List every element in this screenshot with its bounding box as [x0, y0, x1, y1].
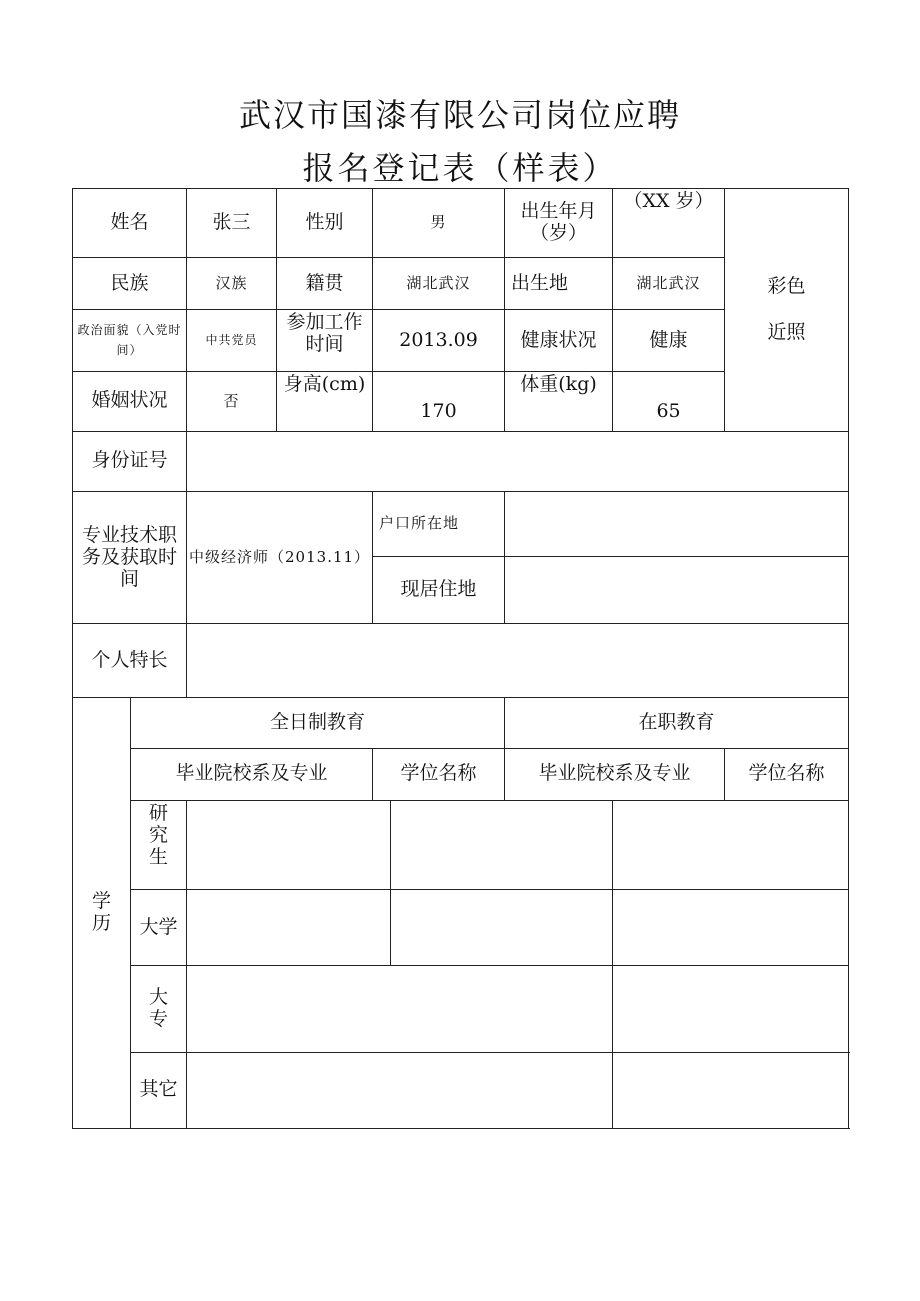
level-other: 其它: [131, 1052, 187, 1128]
form-title-line-1: 武汉市国漆有限公司岗位应聘: [238, 96, 681, 134]
inservice-education-header: 在职教育: [505, 697, 849, 748]
hukou-value[interactable]: [505, 491, 849, 556]
other-inservice[interactable]: [613, 1052, 849, 1128]
specialty-value[interactable]: [187, 624, 849, 697]
weight-label: 体重(kg): [505, 371, 613, 431]
university-fulltime-degree[interactable]: [391, 890, 613, 966]
registration-form-table: [72, 188, 849, 1129]
college-inservice[interactable]: [613, 966, 849, 1052]
origin-value[interactable]: 湖北武汉: [373, 258, 505, 310]
height-value[interactable]: 170: [373, 371, 505, 431]
inservice-degree-header: 学位名称: [725, 748, 849, 800]
political-label: 政治面貌（入党时间）: [73, 310, 187, 371]
photo-label-recent: 近照: [767, 320, 806, 343]
birth-label: 出生年月（岁）: [505, 189, 613, 258]
name-value[interactable]: 张三: [187, 189, 277, 258]
work-start-value[interactable]: 2013.09: [373, 310, 505, 371]
education-label-text: 学历: [91, 889, 111, 934]
graduate-fulltime-school[interactable]: [187, 800, 391, 889]
level-graduate-text: 研究生: [149, 801, 169, 868]
fulltime-education-header: 全日制教育: [131, 697, 505, 748]
fulltime-degree-header: 学位名称: [373, 748, 505, 800]
marital-value[interactable]: 否: [187, 371, 277, 431]
level-graduate: [131, 800, 187, 889]
political-value[interactable]: 中共党员: [187, 310, 277, 371]
ethnic-value[interactable]: 汉族: [187, 258, 277, 310]
residence-label: 现居住地: [373, 557, 505, 624]
university-inservice-school[interactable]: [613, 890, 849, 966]
origin-label: 籍贯: [277, 258, 373, 310]
birth-value[interactable]: （XX 岁）: [613, 189, 725, 258]
hukou-label: 户口所在地: [373, 491, 505, 556]
level-university: 大学: [131, 890, 187, 966]
graduate-fulltime-degree[interactable]: [391, 800, 613, 889]
inservice-school-header: 毕业院校系及专业: [505, 748, 725, 800]
photo-area[interactable]: [725, 189, 849, 432]
birthplace-label: 出生地: [505, 258, 613, 310]
form-title-line-2: 报名登记表（样表）: [302, 149, 618, 187]
level-college-text: 大专: [149, 986, 169, 1031]
id-number-label: 身份证号: [73, 431, 187, 491]
graduate-inservice-school[interactable]: [613, 800, 849, 889]
marital-label: 婚姻状况: [73, 371, 187, 431]
birthplace-value[interactable]: 湖北武汉: [613, 258, 725, 310]
specialty-label: 个人特长: [73, 624, 187, 697]
photo-label-color: 彩色: [767, 275, 806, 298]
name-label: 姓名: [73, 189, 187, 258]
fulltime-school-header: 毕业院校系及专业: [131, 748, 373, 800]
education-label: [73, 697, 131, 1128]
id-number-value[interactable]: [187, 431, 849, 491]
gender-value[interactable]: 男: [373, 189, 505, 258]
professional-title-label: 专业技术职务及获取时间: [73, 491, 187, 623]
weight-value[interactable]: 65: [613, 371, 725, 431]
ethnic-label: 民族: [73, 258, 187, 310]
college-fulltime[interactable]: [187, 966, 613, 1052]
work-start-label: 参加工作时间: [277, 310, 373, 371]
height-label: 身高(cm): [277, 371, 373, 431]
level-college: [131, 966, 187, 1052]
professional-title-value[interactable]: 中级经济师（2013.11）: [187, 491, 373, 623]
university-fulltime-school[interactable]: [187, 890, 391, 966]
other-fulltime[interactable]: [187, 1052, 613, 1128]
residence-value[interactable]: [505, 557, 849, 624]
health-value[interactable]: 健康: [613, 310, 725, 371]
health-label: 健康状况: [505, 310, 613, 371]
gender-label: 性别: [277, 189, 373, 258]
